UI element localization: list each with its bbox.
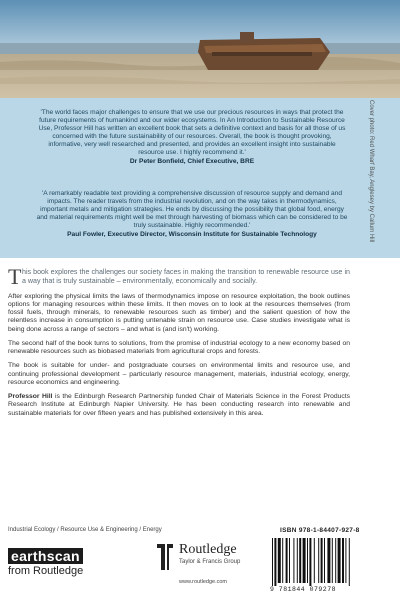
isbn: ISBN 978-1-84407-927-8: [280, 527, 360, 534]
barcode-bar: [332, 538, 333, 583]
endorsement-quote: [36, 190, 348, 239]
endorsement-quote: [36, 109, 348, 166]
barcode-bar: [338, 538, 341, 583]
barcode-bar: [345, 538, 346, 583]
description-paragraph: After exploring the physical limits the laws of thermodynamics impose on resource exploitation, the book outlines options for managing resources within these limits. It then moves on to look at the resources themselves (from fossil fuels, through minerals, to renewable resources such as timber) and the salient question of how the relentless increase in consumption is putting untenable strain on resource use. Case studies investigate what is being done across a range of sectors – and what is (and isn't) working.: [8, 292, 350, 333]
barcode-bar: [272, 538, 273, 586]
drop-cap: T: [8, 264, 22, 289]
quote-text: 'A remarkably readable text providing a comprehensive discussion of resource supply and demand and impacts. The reader travels from the industrial revolution, and on the way takes in thermodynamics, important metals and mitigation strategies. He ends by discussing the possibility that global food, energy and material requirements might well be met through harvesting of biomass which can be considered to be truly sustainable. Highly recommended.': [36, 190, 348, 230]
barcode-bar: [282, 538, 283, 583]
author-name: Professor Hill: [8, 393, 53, 400]
routledge-logo: [155, 542, 265, 592]
book-description: [8, 264, 351, 424]
barcode-bar: [318, 538, 319, 583]
isbn-barcode: [268, 536, 378, 596]
subject-categories: Industrial Ecology / Resource Use & Engineering / Energy: [8, 527, 162, 533]
photo-credit: [365, 100, 375, 300]
description-paragraph: The second half of the book turns to solutions, from the promise of industrial ecology to a new economy based on renewable resources such as biobased materials from agricultural crops and forests.: [8, 339, 350, 355]
earthscan-from: from Routledge: [8, 565, 84, 577]
barcode-bar: [274, 538, 276, 586]
routledge-subtitle: Taylor & Francis Group: [179, 559, 241, 565]
quote-attribution: Dr Peter Bonfield, Chief Executive, BRE: [129, 158, 255, 166]
quote-attribution: Paul Fowler, Executive Director, Wisconsin Institute for Sustainable Technology: [67, 230, 317, 238]
routledge-url: www.routledge.com: [179, 579, 227, 585]
author-bio-text: is the Edinburgh Research Partnership funded Chair of Materials Science in the Forest Products Research Institute at Edinburgh Napier University. He has been conducting research into renewable and sustainable materials for over fifteen years and has published extensively in this area.: [8, 393, 351, 417]
barcode-bar: [321, 538, 323, 583]
cover-photo: [0, 0, 400, 98]
barcode-bar: [286, 538, 288, 583]
earthscan-wordmark: earthscan: [8, 548, 83, 564]
barcode-bar: [278, 538, 281, 583]
barcode-digits: 9 781844 079278: [270, 586, 337, 593]
barcode-bar: [293, 538, 294, 583]
barcode-bar: [309, 538, 311, 586]
barcode-bar: [314, 538, 315, 583]
barcode-bar: [297, 538, 298, 583]
author-bio: [8, 393, 350, 418]
rusting-boat-on-shore-photo: [0, 0, 400, 98]
lead-text: his book explores the challenges our society faces in making the transition to renewable resource use in a way that is truly sustainable – environmentally, economically and socially.: [22, 268, 350, 286]
barcode-bar: [327, 538, 330, 583]
routledge-name: Routledge: [179, 542, 237, 557]
barcode-bar: [299, 538, 301, 583]
barcode-bar: [335, 538, 336, 583]
barcode-bar: [349, 538, 350, 586]
lead-paragraph: [8, 264, 350, 289]
photo-credit-text: Cover photo: Red Wharf Bay, Anglesey by Callum Hill: [368, 100, 374, 243]
barcode-bars-icon: [268, 536, 378, 586]
barcode-bar: [324, 538, 325, 583]
barcode-bar: [307, 538, 308, 583]
barcode-bar: [303, 538, 306, 583]
routledge-emblem-icon: [155, 542, 175, 572]
barcode-bar: [289, 538, 290, 583]
description-paragraph: The book is suitable for under- and postgraduate courses on environmental limits and resource use, and continuing professional development – particularly resource management, materials, industrial ecology, energy, resource economics and engineering.: [8, 362, 350, 386]
earthscan-logo: [8, 548, 83, 577]
quote-text: 'The world faces major challenges to ensure that we use our precious resources in ways that protect the future requirements of humankind and our wider ecosystems. In An Introduction to Sustainable Resource Use, Professor Hill has written an excellent book that sets a definitive context and basis for all those of us concerned with the future sustainability of our resources. Overall, the book is thought provoking, informative, very well researched and presented, and provides an excellent insight into sustainable resource use. I highly recommend it.': [38, 109, 346, 157]
barcode-bar: [342, 538, 344, 583]
